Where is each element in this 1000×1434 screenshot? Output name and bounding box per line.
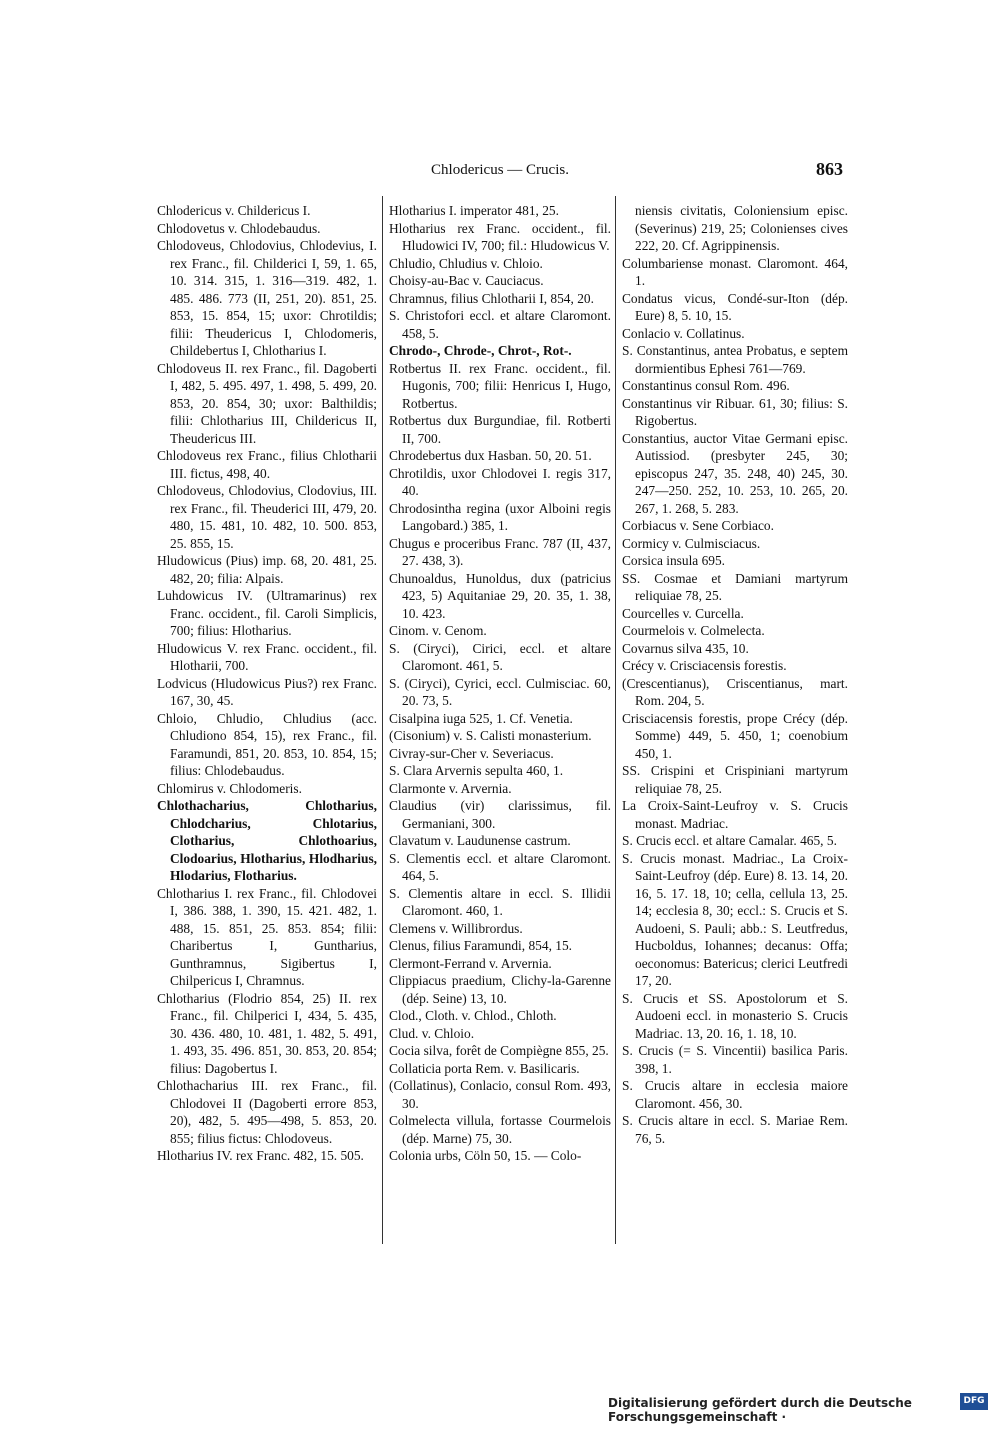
- index-entry: Rotbertus dux Burgundiae, fil. Rotberti II, 700.: [389, 413, 611, 446]
- index-entry: Clippiacus praedium, Clichy-la-Garenne (dép. Seine) 13, 10.: [389, 973, 611, 1006]
- index-entry: Crécy v. Crisciacensis forestis.: [622, 658, 787, 673]
- index-entry: Chrodo-, Chrode-, Chrot-, Rot-.: [389, 343, 572, 358]
- index-entry: Chlodericus v. Childericus I.: [157, 203, 311, 218]
- page-number: 863: [816, 159, 843, 179]
- index-entry: La Croix-Saint-Leufroy v. S. Crucis monast. Madriac.: [622, 798, 848, 831]
- funding-note: Digitalisierung gefördert durch die Deutsche Forschungsgemeinschaft ·: [608, 1396, 912, 1424]
- index-entry: Columbariense monast. Claromont. 464, 1.: [622, 255, 848, 288]
- index-entry: Constantinus consul Rom. 496.: [622, 378, 790, 393]
- index-entry: Civray-sur-Cher v. Severiacus.: [389, 745, 554, 761]
- index-entry: Chlomirus v. Chlodomeris.: [157, 780, 302, 796]
- index-entry: S. (Ciryci), Cirici, eccl. et altare Claromont. 461, 5.: [389, 640, 611, 673]
- index-entry: Chlotharius I. rex Franc., fil. Chlodovei I, 386. 388, 1. 390, 15. 421. 482, 1. 488, 15. 851, 25. 853. 854; filii: Charibertus I, Guntharius, Gunthramnus, Sigibertus I, Chilpericus I, Chramnus.: [157, 885, 377, 988]
- index-entry: SS. Cosmae et Damiani martyrum reliquiae 78, 25.: [622, 570, 848, 603]
- index-entry: Crisciacensis forestis, prope Crécy (dép. Somme) 449, 5. 450, 1; coenobium 450, 1.: [622, 710, 848, 761]
- index-entry: Chloio, Chludio, Chludius (acc. Chludiono 854, 15), rex Franc., fil. Faramundi, 851, 20. 853, 10. 854, 15; filius: Chlodebaudus.: [157, 710, 377, 778]
- index-entry: Luhdowicus IV. (Ultramarinus) rex Franc. occident., fil. Caroli Simplicis, 700; filius: Hlotharius.: [157, 588, 377, 638]
- index-entry: Claudius (vir) clarissimus, fil. Germaniani, 300.: [389, 798, 611, 831]
- running-head: Chlodericus — Crucis.: [431, 162, 569, 178]
- index-entry: S. Crucis et SS. Apostolorum et S. Audoeni eccl. in monasterio S. Crucis Madriac. 13, 20. 16, 1. 18, 10.: [622, 990, 848, 1041]
- index-entry: Courcelles v. Curcella.: [622, 605, 744, 621]
- index-entry: Chlothacharius III. rex Franc., fil. Chlodovei II (Dagoberti errore 853, 20), 482, 5. 495—498, 5. 853, 20. 855; filius fictus: Chlodoveus.: [157, 1078, 377, 1146]
- index-entry: Corbiacus v. Sene Corbiaco.: [622, 518, 774, 533]
- index-entry: Clarmonte v. Arvernia.: [389, 780, 512, 796]
- index-entry: Chlotharius (Flodrio 854, 25) II. rex Franc., fil. Chilperici I, 434, 5. 435, 30. 436. 480, 10. 481, 1. 482, 5. 491, 1. 493, 35. 496. 851, 30. 853, 20. 854; filius: Dagobertus I.: [157, 990, 377, 1076]
- index-entry: Hlotharius I. imperator 481, 25.: [389, 203, 559, 218]
- index-entry: Choisy-au-Bac v. Cauciacus.: [389, 273, 544, 288]
- index-entry: niensis civitatis, Coloniensium episc. (Severinus) 219, 25; Colonienses cives 222, 20. Cf. Agrippinensis.: [635, 203, 848, 253]
- index-entry: Clavatum v. Laudunense castrum.: [389, 833, 571, 848]
- index-entry: S. Crucis altare in eccl. S. Mariae Rem. 76, 5.: [622, 1113, 848, 1146]
- index-entry: Hludowicus (Pius) imp. 68, 20. 481, 25. 482, 20; filia: Alpais.: [157, 553, 377, 586]
- index-entry: Condatus vicus, Condé-sur-Iton (dép. Eure) 8, 5. 10, 15.: [622, 290, 848, 323]
- dfg-logo: DFG: [960, 1393, 988, 1410]
- index-entry: Cisalpina iuga 525, 1. Cf. Venetia.: [389, 710, 573, 726]
- index-entry: Chrotildis, uxor Chlodovei I. regis 317, 40.: [389, 465, 611, 498]
- index-entry: Cocia silva, forêt de Compiègne 855, 25.: [389, 1043, 609, 1058]
- index-entry: Conlacio v. Collatinus.: [622, 325, 745, 341]
- index-entry: Hlotharius rex Franc. occident., fil. Hludowici IV, 700; fil.: Hludowicus V.: [389, 220, 611, 253]
- index-entry: Rotbertus II. rex Franc. occident., fil. Hugonis, 700; filii: Henricus I, Hugo, Rotbertus.: [389, 360, 611, 411]
- index-entry: Courmelois v. Colmelecta.: [622, 623, 765, 638]
- index-entry: Chludio, Chludius v. Chloio.: [389, 255, 543, 271]
- index-entry: S. Crucis eccl. et altare Camalar. 465, 5.: [622, 833, 837, 848]
- index-entry: S. Crucis (= S. Vincentii) basilica Paris. 398, 1.: [622, 1043, 848, 1076]
- index-entry: S. Clementis altare in eccl. S. Illidii Claromont. 460, 1.: [389, 885, 611, 918]
- index-entry: Constantius, auctor Vitae Germani episc. Autissiod. (presbyter 245, 30; episcopus 247, 35. 248, 40) 245, 30. 247—250. 252, 10. 253, 10. 265, 20. 267, 1. 268, 5. 283.: [622, 430, 848, 516]
- column-rule: [382, 196, 383, 1244]
- index-entry: Clermont-Ferrand v. Arvernia.: [389, 955, 552, 971]
- index-entry: Chrodebertus dux Hasban. 50, 20. 51.: [389, 448, 592, 463]
- index-entry: Chlodoveus, Chlodovius, Clodovius, III. rex Franc., fil. Theuderici III, 479, 20. 480, 15. 481, 10. 482, 10. 500. 853, 25. 855, 15.: [157, 483, 377, 551]
- index-entry: S. Clementis eccl. et altare Claromont. 464, 5.: [389, 850, 611, 883]
- index-column-3: [622, 202, 848, 1147]
- index-entry: Clemens v. Willibrordus.: [389, 920, 523, 936]
- index-entry: SS. Crispini et Crispiniani martyrum reliquiae 78, 25.: [622, 763, 848, 796]
- index-entry: Chrodosintha regina (uxor Alboini regis Langobard.) 385, 1.: [389, 500, 611, 533]
- index-entry: S. Christofori eccl. et altare Claromont. 458, 5.: [389, 308, 611, 341]
- index-entry: Cormicy v. Culmisciacus.: [622, 535, 761, 551]
- index-column-1: [157, 202, 377, 1165]
- index-entry: Constantinus vir Ribuar. 61, 30; filius: S. Rigobertus.: [622, 395, 848, 428]
- index-entry: Covarnus silva 435, 10.: [622, 640, 749, 656]
- index-entry: S. Constantinus, antea Probatus, e septem dormientibus Ephesi 761—769.: [622, 343, 848, 376]
- index-entry: Chlodovetus v. Chlodebaudus.: [157, 220, 321, 236]
- index-entry: S. Crucis altare in ecclesia maiore Claromont. 456, 30.: [622, 1078, 848, 1111]
- index-entry: Collaticia porta Rem. v. Basilicaris.: [389, 1060, 580, 1076]
- index-entry: (Crescentianus), Criscentianus, mart. Rom. 204, 5.: [622, 675, 848, 708]
- index-entry: (Collatinus), Conlacio, consul Rom. 493, 30.: [389, 1078, 611, 1111]
- index-entry: Hlotharius IV. rex Franc. 482, 15. 505.: [157, 1148, 364, 1163]
- index-entry: Chunoaldus, Hunoldus, dux (patricius 423, 5) Aquitaniae 29, 20. 35, 1. 38, 10. 423.: [389, 570, 611, 621]
- index-entry: Chlodoveus II. rex Franc., fil. Dagoberti I, 482, 5. 495. 497, 1. 498, 5. 499, 20. 853, 20. 854, 30; uxor: Balthildis; filii: Chlotharius III, Childericus II, Theudericus III.: [157, 360, 377, 446]
- index-entry: Clod., Cloth. v. Chlod., Chloth.: [389, 1008, 557, 1023]
- index-entry: Clenus, filius Faramundi, 854, 15.: [389, 938, 572, 953]
- index-entry: Chlodoveus rex Franc., filius Chlotharii III. fictus, 498, 40.: [157, 448, 377, 481]
- index-entry: S. Crucis monast. Madriac., La Croix-Saint-Leufroy (dép. Eure) 8. 13. 14, 20. 16, 5. 17. 18, 10; cella, cellula 13, 25. 14; ecclesia 8, 30; eccl.: S. Crucis et S. Audoeni, S. Pauli; abb.: S. Leutfredus, Hucboldus, Iohannes; decanus: Offa; oeconomus: Batericus; clerici Leutfredi 17, 20.: [622, 850, 848, 988]
- index-entry: Colonia urbs, Cöln 50, 15. — Colo-: [389, 1148, 582, 1163]
- index-entry: Chugus e proceribus Franc. 787 (II, 437, 27. 438, 3).: [389, 535, 611, 568]
- index-entry: Hludowicus V. rex Franc. occident., fil. Hlotharii, 700.: [157, 640, 377, 673]
- index-entry: Clud. v. Chloio.: [389, 1025, 475, 1041]
- index-entry: Lodvicus (Hludowicus Pius?) rex Franc. 167, 30, 45.: [157, 675, 377, 708]
- index-entry: Corsica insula 695.: [622, 553, 726, 568]
- index-entry: S. Clara Arvernis sepulta 460, 1.: [389, 763, 564, 778]
- index-entry: S. (Ciryci), Cyrici, eccl. Culmisciac. 60, 20. 73, 5.: [389, 675, 611, 708]
- index-entry: Chlodoveus, Chlodovius, Chlodevius, I. rex Franc., fil. Childerici I, 59, 1. 65, 10. 314. 315, 1. 316—319. 482, 1. 485. 486. 773 (II, 251, 20). 851, 25. 853, 15. 854, 15; uxor: Chrotildis; filii: Theudericus I, Chlodomeris, Childebertus I, Chlotharius I.: [157, 238, 377, 358]
- column-rule: [615, 196, 616, 1244]
- index-entry: (Cisonium) v. S. Calisti monasterium.: [389, 728, 592, 743]
- index-entry: Cinom. v. Cenom.: [389, 623, 487, 638]
- index-entry: Chlothacharius, Chlotharius, Chlodcharius, Chlotarius, Clotharius, Chlothoarius, Clodoarius, Hlotharius, Hlodharius, Hlodarius, Flotharius.: [157, 798, 377, 883]
- index-entry: Colmelecta villula, fortasse Courmelois (dép. Marne) 75, 30.: [389, 1113, 611, 1146]
- index-entry: Chramnus, filius Chlotharii I, 854, 20.: [389, 290, 594, 306]
- index-column-2: [389, 202, 611, 1165]
